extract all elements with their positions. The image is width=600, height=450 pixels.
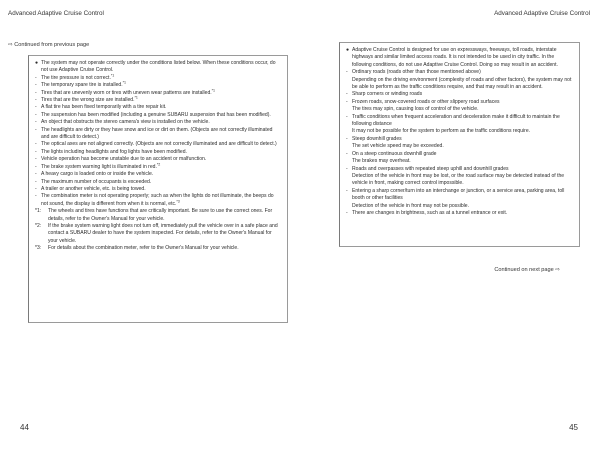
list-item xyxy=(35,82,281,89)
list-item xyxy=(346,91,573,98)
list-item-text: The brake system warning light is illuminated in red. xyxy=(41,163,157,170)
list-item-text: The combination meter is not operating properly; such as when the lights do not illuminate, the beeps do not sound, the display is different from when it is normal, etc. xyxy=(41,193,274,207)
dash-icon: - xyxy=(35,126,37,133)
page-number-left: 44 xyxy=(20,423,29,432)
list-item-text: A trailer or another vehicle, etc. is being towed. xyxy=(41,185,146,192)
list-item-detail: The brakes may overheat. xyxy=(352,158,411,165)
list-item-detail: It may not be possible for the system to perform as the traffic conditions require. xyxy=(352,128,531,135)
continued-from-previous: ⇨ Continued from previous page xyxy=(8,42,90,48)
dash-icon: - xyxy=(346,135,348,142)
footnote xyxy=(35,208,281,223)
dash-icon: - xyxy=(35,111,37,118)
list-item-text: Ordinary roads (roads other than those mentioned above) xyxy=(352,69,481,76)
list-item-text: Traffic conditions when frequent acceleration and deceleration make it difficult to maintain the following distance xyxy=(352,113,560,128)
footnote-list xyxy=(35,208,281,252)
condition-list xyxy=(35,75,281,208)
footnote-text: The wheels and tires have functions that are critically important. Be sure to use the correct ones. For details, refer to the Owner's Manual for your vehicle. xyxy=(48,208,273,222)
footnote-ref: *1 xyxy=(134,95,138,100)
list-item-text: Steep downhill grades xyxy=(352,135,402,142)
dash-icon: - xyxy=(35,178,37,185)
list-item-text: On a steep continuous downhill grade xyxy=(352,150,437,157)
list-item-detail: Detection of the vehicle in front may be lost, or the road surface may be detected instead of the vehicle in front, making correct control impossible. xyxy=(352,172,565,187)
list-item xyxy=(35,104,281,111)
footnote-ref: *3 xyxy=(176,199,180,204)
list-item-text: Frozen roads, snow-covered roads or other slippery road surfaces xyxy=(352,98,500,105)
list-item-text: The optical axes are not aligned correctly. (Objects are not correctly illuminated and are difficult to detect.) xyxy=(41,141,277,148)
dash-icon: - xyxy=(346,91,348,98)
list-item xyxy=(35,179,281,186)
list-item xyxy=(35,186,281,193)
running-head-right: Advanced Adaptive Cruise Control xyxy=(494,10,590,17)
footnote-text: For details about the combination meter, refer to the Owner's Manual for your vehicle. xyxy=(48,245,239,252)
dash-icon: - xyxy=(35,163,37,170)
list-item xyxy=(346,188,573,210)
dash-icon: - xyxy=(35,171,37,178)
list-item-text: There are changes in brightness, such as at a tunnel entrance or exit. xyxy=(352,209,508,216)
list-item-text: The suspension has been modified (including a genuine SUBARU suspension that has been modified). xyxy=(41,111,271,118)
bullet-icon: ● xyxy=(346,47,350,53)
list-item-text: The temporary spare tire is installed. xyxy=(41,82,123,89)
list-item xyxy=(35,193,281,208)
list-item-detail: Depending on the driving environment (complexity of roads and other factors), the system may not be able to perform as the traffic conditions require, and that may result in an accident. xyxy=(352,76,572,91)
list-item-text: Sharp corners or winding roads xyxy=(352,91,423,98)
caution-box-right xyxy=(339,42,580,247)
list-item-text: Entering a sharp corner/turn into an interchange or junction, or a service area, parking area, toll booth or other facilities xyxy=(352,187,565,202)
list-item xyxy=(346,69,573,91)
dash-icon: - xyxy=(346,98,348,105)
dash-icon: - xyxy=(35,82,37,89)
list-item-text: A flat tire has been fixed temporarily with a tire repair kit. xyxy=(41,104,167,111)
footnote xyxy=(35,245,281,252)
list-item xyxy=(346,99,573,114)
footnote-mark: *3: xyxy=(35,245,42,252)
bullet-icon: ● xyxy=(35,60,39,66)
footnote-ref: *2 xyxy=(156,162,161,167)
running-head-left: Advanced Adaptive Cruise Control xyxy=(8,10,104,17)
list-item-text: Vehicle operation has become unstable due to an accident or malfunction. xyxy=(41,156,207,163)
dash-icon: - xyxy=(35,97,37,104)
intro-paragraph xyxy=(346,47,573,69)
dash-icon: - xyxy=(35,185,37,192)
list-item xyxy=(35,149,281,156)
dash-icon: - xyxy=(35,193,37,200)
dash-icon: - xyxy=(35,156,37,163)
footnote-ref: *1 xyxy=(122,80,127,85)
list-item xyxy=(346,166,573,188)
list-item-text: The headlights are dirty or they have snow and ice or dirt on them. (Objects are not correctly illuminated and are difficult to detect.) xyxy=(41,126,273,141)
dash-icon: - xyxy=(346,113,348,120)
footnote-mark: *2: xyxy=(35,222,42,229)
list-item-text: Tires that are the wrong size are installed. xyxy=(41,97,135,104)
list-item xyxy=(346,151,573,166)
intro-text: The system may not operate correctly under the conditions listed below. When these conditions occur, do not use Adaptive Cruise Control. xyxy=(41,60,276,74)
list-item xyxy=(35,164,281,171)
list-item xyxy=(346,114,573,136)
footnote-ref: *1 xyxy=(211,87,216,92)
list-item-text: The maximum number of occupants is exceeded. xyxy=(41,178,152,185)
footnote-text: If the brake system warning light does not turn off, immediately pull the vehicle over in a safe place and contact a SUBARU dealer to have the system inspected. For details, refer to the Owner's Manual for your vehicle. xyxy=(48,222,278,244)
list-item xyxy=(35,141,281,148)
dash-icon: - xyxy=(346,165,348,172)
caution-box-left xyxy=(28,55,288,323)
list-item xyxy=(35,119,281,126)
list-item-text: An object that obstructs the stereo camera's view is installed on the vehicle. xyxy=(41,119,210,126)
list-item xyxy=(35,87,281,100)
dash-icon: - xyxy=(35,74,37,81)
dash-icon: - xyxy=(35,119,37,126)
list-item-text: The lights including headlights and fog lights have been modified. xyxy=(41,148,187,155)
intro-text: Adaptive Cruise Control is designed for use on expressways, freeways, toll roads, interstate highways and similar limited access roads. It is not intended to be used in city traffic. In the following conditions, do not use Adaptive Cruise Control. Doing so may result in an accident. xyxy=(352,47,558,68)
footnote xyxy=(35,223,281,245)
dash-icon: - xyxy=(346,69,348,76)
dash-icon: - xyxy=(346,150,348,157)
right-page xyxy=(300,0,600,450)
dash-icon: - xyxy=(35,89,37,96)
dash-icon: - xyxy=(35,141,37,148)
road-condition-list xyxy=(346,69,573,217)
list-item-detail: The tires may spin, causing loss of control of the vehicle. xyxy=(352,106,479,113)
list-item-text: A heavy cargo is loaded onto or inside the vehicle. xyxy=(41,171,154,178)
dash-icon: - xyxy=(346,209,348,216)
page-number-right: 45 xyxy=(569,423,578,432)
dash-icon: - xyxy=(35,104,37,111)
footnote-ref: *1 xyxy=(110,73,115,78)
list-item xyxy=(35,97,281,104)
continued-on-next: Continued on next page ⇨ xyxy=(494,267,560,273)
list-item xyxy=(35,171,281,178)
dash-icon: - xyxy=(346,187,348,194)
list-item xyxy=(35,127,281,142)
footnote-mark: *1: xyxy=(35,208,42,215)
list-item-text: The tire pressure is not correct. xyxy=(41,74,111,81)
list-item xyxy=(346,136,573,151)
list-item xyxy=(35,112,281,119)
list-item-text: Tires that are unevenly worn or tires with uneven wear patterns are installed. xyxy=(41,89,212,96)
list-item-text: Roads and overpasses with repeated steep uphill and downhill grades xyxy=(352,165,509,172)
dash-icon: - xyxy=(35,148,37,155)
list-item-detail: The set vehicle speed may be exceeded. xyxy=(352,143,444,150)
list-item-detail: Detection of the vehicle in front may not be possible. xyxy=(352,202,469,209)
list-item xyxy=(346,210,573,217)
